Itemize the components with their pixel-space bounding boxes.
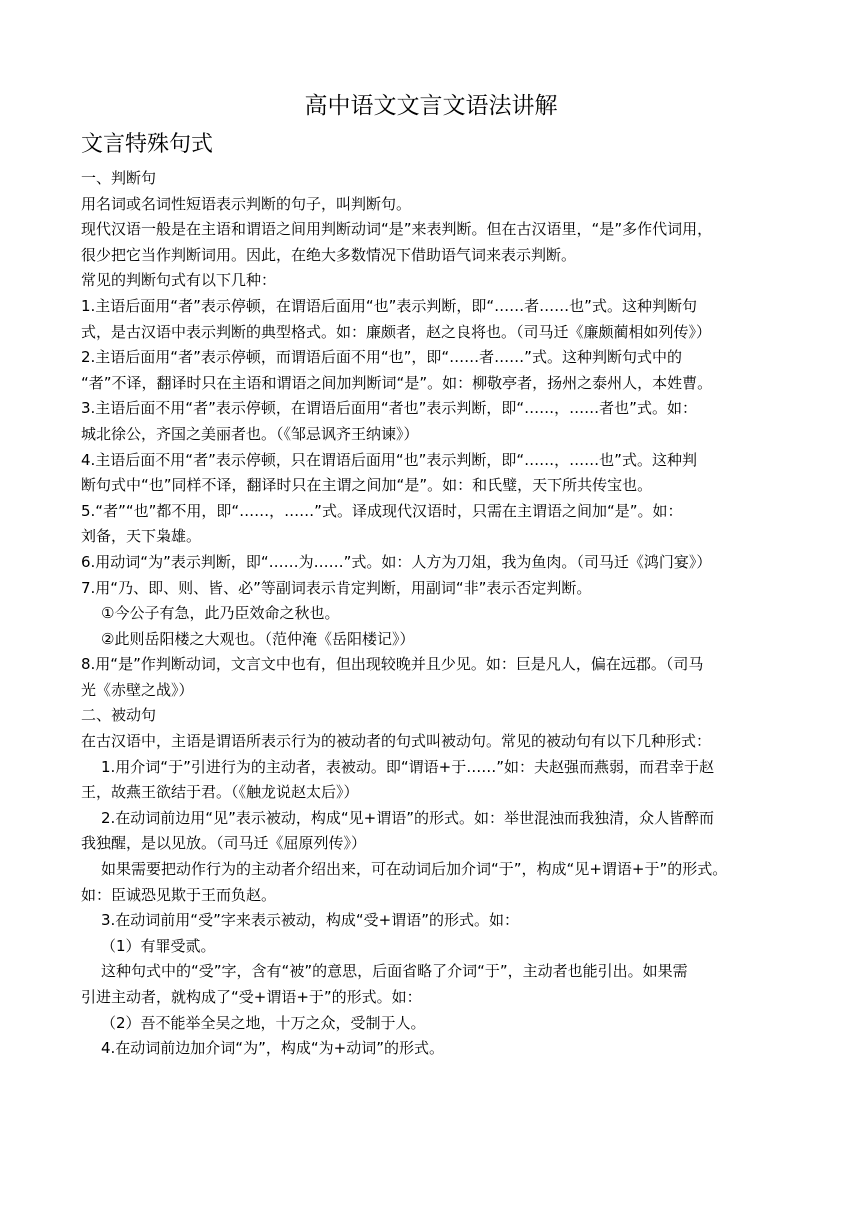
example-line: （2）吾不能举全吴之地，十万之众，受制于人。 <box>101 1013 426 1032</box>
list-item-line: 城北徐公，齐国之美丽者也。（《邹忌讽齐王纳谏》） <box>81 424 419 443</box>
list-item-line: 1.用介词“于”引进行为的主动者，表被动。即“谓语+于……”如：夫赵强而燕弱，而君幸于赵 <box>101 757 714 776</box>
list-item-line: 3.主语后面不用“者”表示停顿，在谓语后面用“者也”表示判断，即“……，……者也”式。如： <box>81 399 697 418</box>
paragraph-line: 常见的判断句式有以下几种： <box>81 271 277 290</box>
list-item-line: 6.用动词“为”表示判断，即“……为……”式。如：人方为刀俎，我为鱼肉。（司马迁《鸿门宴》） <box>81 552 712 571</box>
list-item-line: “者”不译，翻译时只在主语和谓语之间加判断词“是”。如：柳敬亭者，扬州之泰州人，本姓曹。 <box>81 373 713 392</box>
list-item-line: 2.主语后面用“者”表示停顿，而谓语后面不用“也”，即“……者……”式。这种判断句式中的 <box>81 348 682 367</box>
paragraph-line: 如：臣诚恐见欺于王而负赵。 <box>81 885 277 904</box>
paragraph-line: 现代汉语一般是在主语和谓语之间用判断动词“是”来表判断。但在古汉语里，“是”多作代词用， <box>81 220 713 239</box>
list-item-line: 我独醒，是以见放。（司马迁《屈原列传》） <box>81 834 367 853</box>
paragraph-line: 用名词或名词性短语表示判断的句子，叫判断句。 <box>81 194 412 213</box>
document-page <box>81 86 781 1062</box>
paragraph-line: 这种句式中的“受”字，含有“被”的意思，后面省略了介词“于”，主动者也能引出。如果需 <box>101 962 688 981</box>
list-item-line: 4.主语后面不用“者”表示停顿，只在谓语后面用“也”表示判断，即“……，……也”式。这种判 <box>81 450 697 469</box>
list-item-line: 式，是古汉语中表示判断的典型格式。如：廉颇者，赵之良将也。（司马迁《廉颇蔺相如列传》） <box>81 322 712 341</box>
document-title: 高中语文文言文语法讲解 <box>304 93 558 119</box>
list-item-line: 王，故燕王欲结于君。（《触龙说赵太后》） <box>81 783 359 802</box>
section-heading: 文言特殊句式 <box>81 132 214 157</box>
list-item-line: 光《赤壁之战》） <box>81 680 194 699</box>
example-line: ②此则岳阳楼之大观也。（范仲淹《岳阳楼记》） <box>101 629 415 648</box>
paragraph-line: 如果需要把动作行为的主动者介绍出来，可在动词后加介词“于”，构成“见+谓语+于”的形式。 <box>101 860 728 879</box>
example-line: （1）有罪受贰。 <box>101 936 216 955</box>
list-item-line: 断句式中“也”同样不译，翻译时只在主谓之间加“是”。如：和氏璧，天下所共传宝也。 <box>81 476 653 495</box>
list-item-line: 2.在动词前边用“见”表示被动，构成“见+谓语”的形式。如：举世混浊而我独清，众人皆醉而 <box>101 808 714 827</box>
subheading-passive: 二、被动句 <box>81 706 157 725</box>
paragraph-line: 引进主动者，就构成了“受+谓语+于”的形式。如： <box>81 988 422 1006</box>
list-item-line: 7.用“乃、即、则、皆、必”等副词表示肯定判断，用副词“非”表示否定判断。 <box>81 578 592 597</box>
list-item-line: 刘备，天下枭雄。 <box>81 527 202 546</box>
subheading-judgment: 一、判断句 <box>81 169 157 187</box>
list-item-line: 8.用“是”作判断动词，文言文中也有，但出现较晚并且少见。如：巨是凡人，偏在远郡。（司马 <box>81 655 704 674</box>
paragraph-line: 很少把它当作判断词用。因此，在绝大多数情况下借助语气词来表示判断。 <box>81 245 577 264</box>
example-line: ①今公子有急，此乃臣效命之秋也。 <box>101 604 340 623</box>
paragraph-line: 在古汉语中，主语是谓语所表示行为的被动者的句式叫被动句。常见的被动句有以下几种形式： <box>81 732 712 751</box>
list-item-line: 3.在动词前用“受”字来表示被动，构成“受+谓语”的形式。如： <box>101 911 519 930</box>
list-item-line: 1.主语后面用“者”表示停顿，在谓语后面用“也”表示判断，即“……者……也”式。这种判断句 <box>81 296 697 315</box>
list-item-line: 4.在动词前边加介词“为”，构成“为+动词”的形式。 <box>101 1039 444 1058</box>
list-item-line: 5.“者”“也”都不用，即“……，……”式。译成现代汉语时，只需在主谓语之间加“是”。如： <box>81 501 683 520</box>
